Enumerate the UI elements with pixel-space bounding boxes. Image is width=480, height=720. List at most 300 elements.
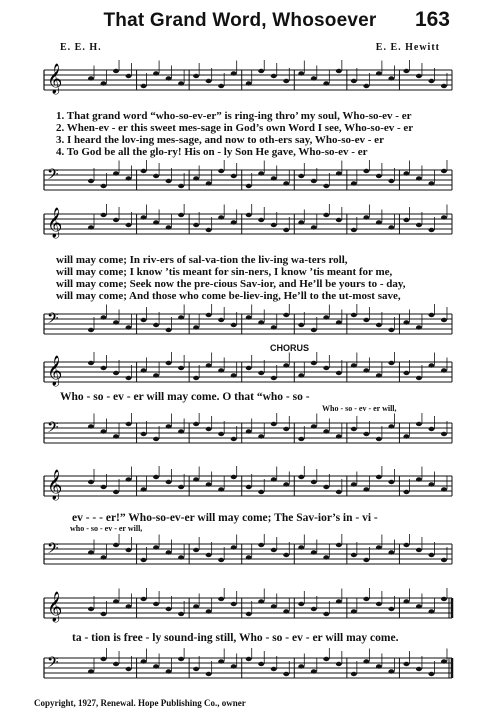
note-head: [441, 597, 447, 601]
note-head: [101, 429, 107, 433]
author-credit: E. E. Hewitt: [375, 42, 440, 53]
note-head: [298, 220, 304, 224]
note-head: [206, 79, 212, 83]
note-head: [283, 363, 289, 367]
note-head: [113, 69, 119, 73]
treble-clef-icon: 𝄞: [47, 356, 63, 386]
note-head: [141, 558, 147, 562]
verse-1-line: will may come; In riv-ers of sal-va-tion the liv-ing wa-ters roll,: [56, 254, 348, 266]
note-head: [388, 179, 394, 183]
note-head: [416, 376, 422, 380]
note-head: [323, 657, 329, 661]
note-head: [126, 604, 132, 608]
bass-echo-lyric-2: who - so - ev - er will,: [70, 524, 143, 533]
note-head: [388, 480, 394, 484]
note-head: [178, 366, 184, 370]
note-head: [428, 363, 434, 367]
note-head: [246, 555, 252, 559]
note-head: [126, 477, 132, 481]
verse-4-line: will may come; And those who come be-liev-ing, He’ll to the ut-most save,: [56, 290, 401, 302]
note-head: [428, 672, 434, 676]
note-head: [246, 213, 252, 217]
note-head: [88, 225, 94, 229]
note-head: [126, 74, 132, 78]
note-head: [258, 171, 264, 175]
note-head: [206, 482, 212, 486]
note-head: [311, 76, 317, 80]
note-head: [218, 368, 224, 372]
bass-staff-system-3: [0, 413, 480, 453]
note-head: [376, 220, 382, 224]
note-head: [271, 422, 277, 426]
note-head: [283, 427, 289, 431]
note-head: [231, 71, 237, 75]
note-head: [403, 69, 409, 73]
verse-2-line: will may come; I know ’tis meant for sin-ners, I know ’tis meant for me,: [56, 266, 393, 278]
note-head: [113, 320, 119, 324]
note-head: [336, 434, 342, 438]
note-head: [441, 84, 447, 88]
note-head: [403, 434, 409, 438]
note-head: [218, 487, 224, 491]
note-head: [388, 361, 394, 365]
bass-staff-system-2: [0, 304, 480, 344]
note-head: [113, 171, 119, 175]
note-head: [283, 482, 289, 486]
note-head: [441, 169, 447, 173]
note-head: [441, 318, 447, 322]
note-head: [336, 490, 342, 494]
bass-clef-icon: 𝄢: [47, 166, 59, 187]
note-head: [231, 373, 237, 377]
note-head: [193, 325, 199, 329]
note-head: [141, 215, 147, 219]
note-head: [178, 81, 184, 85]
note-head: [323, 429, 329, 433]
note-head: [231, 664, 237, 668]
note-head: [141, 432, 147, 436]
note-head: [351, 79, 357, 83]
chorus-lyric-line-1: Who - so - ev - er will may come. O that “who - so -: [60, 391, 310, 403]
treble-staff-system-3: [0, 352, 480, 392]
note-head: [206, 553, 212, 557]
bass-clef-icon: 𝄢: [47, 654, 59, 675]
note-head: [376, 174, 382, 178]
note-head: [231, 602, 237, 606]
note-head: [311, 424, 317, 428]
note-head: [88, 607, 94, 611]
note-head: [336, 171, 342, 175]
note-head: [193, 176, 199, 180]
note-head: [166, 361, 172, 365]
note-head: [126, 325, 132, 329]
note-head: [311, 607, 317, 611]
note-head: [101, 366, 107, 370]
note-head: [113, 218, 119, 222]
treble-staff-system-4: [0, 466, 480, 510]
note-head: [363, 558, 369, 562]
note-head: [336, 218, 342, 222]
copyright-notice: Copyright, 1927, Renewal. Hope Publishing Co., owner: [34, 698, 246, 708]
note-head: [428, 553, 434, 557]
note-head: [101, 213, 107, 217]
note-head: [403, 371, 409, 375]
note-head: [258, 434, 264, 438]
note-head: [311, 361, 317, 365]
note-head: [246, 315, 252, 319]
note-head: [416, 667, 422, 671]
note-head: [388, 550, 394, 554]
note-head: [298, 602, 304, 606]
treble-staff-system-2: [0, 204, 480, 252]
note-head: [218, 659, 224, 663]
note-head: [283, 79, 289, 83]
note-head: [231, 220, 237, 224]
note-head: [88, 179, 94, 183]
note-head: [351, 363, 357, 367]
note-head: [416, 223, 422, 227]
note-head: [113, 662, 119, 666]
note-head: [441, 558, 447, 562]
note-head: [363, 169, 369, 173]
verse-3-line: 3. I heard the lov-ing mes-sage, and now to oth-ers say, Who-so-ev - er: [56, 134, 384, 146]
note-head: [363, 597, 369, 601]
note-head: [218, 558, 224, 562]
bass-clef-icon: 𝄢: [47, 540, 59, 561]
note-head: [141, 659, 147, 663]
note-head: [88, 480, 94, 484]
note-head: [153, 71, 159, 75]
note-head: [206, 609, 212, 613]
note-head: [271, 176, 277, 180]
note-head: [388, 424, 394, 428]
verse-1-line: 1. That grand word “who-so-ev-er” is ring-ing thro’ my soul, Who-so-ev - er: [56, 110, 412, 122]
note-head: [231, 475, 237, 479]
chorus-lyric-line-3: ta - tion is free - ly sound-ing still, Who - so - ev - er will may come.: [72, 632, 399, 644]
note-head: [88, 669, 94, 673]
note-head: [206, 181, 212, 185]
note-head: [336, 69, 342, 73]
note-head: [376, 545, 382, 549]
note-head: [336, 662, 342, 666]
note-head: [351, 609, 357, 613]
note-head: [403, 543, 409, 547]
note-head: [178, 429, 184, 433]
note-head: [246, 81, 252, 85]
note-head: [336, 371, 342, 375]
note-head: [323, 184, 329, 188]
note-head: [416, 176, 422, 180]
note-head: [441, 215, 447, 219]
note-head: [206, 228, 212, 232]
note-head: [428, 79, 434, 83]
note-head: [166, 480, 172, 484]
note-head: [113, 434, 119, 438]
note-head: [336, 320, 342, 324]
note-head: [153, 174, 159, 178]
note-head: [218, 169, 224, 173]
note-head: [311, 669, 317, 673]
note-head: [178, 485, 184, 489]
treble-staff-system-1: [0, 60, 480, 108]
note-head: [441, 432, 447, 436]
note-head: [311, 480, 317, 484]
note-head: [218, 597, 224, 601]
treble-clef-icon: 𝄞: [47, 592, 63, 622]
note-head: [271, 667, 277, 671]
note-head: [258, 599, 264, 603]
note-head: [166, 669, 172, 673]
note-head: [271, 223, 277, 227]
note-head: [178, 213, 184, 217]
note-head: [193, 548, 199, 552]
note-head: [101, 657, 107, 661]
note-head: [153, 437, 159, 441]
note-head: [246, 184, 252, 188]
note-head: [218, 432, 224, 436]
note-head: [193, 74, 199, 78]
note-head: [363, 487, 369, 491]
note-head: [428, 228, 434, 232]
note-head: [126, 376, 132, 380]
note-head: [323, 315, 329, 319]
note-head: [166, 328, 172, 332]
note-head: [416, 422, 422, 426]
note-head: [388, 225, 394, 229]
note-head: [336, 543, 342, 547]
note-head: [246, 366, 252, 370]
note-head: [126, 223, 132, 227]
note-head: [416, 477, 422, 481]
note-head: [258, 320, 264, 324]
note-head: [351, 181, 357, 185]
note-head: [166, 76, 172, 80]
note-head: [376, 71, 382, 75]
note-head: [258, 69, 264, 73]
treble-clef-icon: 𝄞: [47, 208, 63, 238]
note-head: [323, 213, 329, 217]
note-head: [298, 475, 304, 479]
note-head: [231, 437, 237, 441]
note-head: [126, 667, 132, 671]
note-head: [153, 664, 159, 668]
note-head: [193, 477, 199, 481]
note-head: [311, 179, 317, 183]
verse-2-line: 2. When-ev - er this sweet mes-sage in God’s own Word I see, Who-so-ev - er: [56, 122, 414, 134]
note-head: [258, 490, 264, 494]
note-head: [351, 482, 357, 486]
note-head: [428, 313, 434, 317]
bass-staff-system-1: [0, 160, 480, 200]
note-head: [403, 662, 409, 666]
note-head: [258, 371, 264, 375]
note-head: [283, 609, 289, 613]
note-head: [141, 487, 147, 491]
note-head: [363, 368, 369, 372]
note-head: [206, 672, 212, 676]
verse-4-line: 4. To God be all the glo-ry! His on - ly Son He gave, Who-so-ev - er: [56, 146, 368, 158]
note-head: [323, 366, 329, 370]
note-head: [231, 545, 237, 549]
note-head: [336, 599, 342, 603]
verse-lyrics-system-2: [56, 254, 466, 302]
chorus-lyric-line-2: ev - - - er!” Who-so-ev-er will may come; The Sav-ior’s in - vi -: [72, 512, 378, 524]
note-head: [193, 667, 199, 671]
note-head: [441, 368, 447, 372]
note-head: [218, 84, 224, 88]
note-head: [141, 368, 147, 372]
note-head: [298, 373, 304, 377]
note-head: [206, 313, 212, 317]
note-head: [101, 485, 107, 489]
note-head: [231, 174, 237, 178]
note-head: [298, 545, 304, 549]
note-head: [376, 664, 382, 668]
note-head: [323, 612, 329, 616]
note-head: [311, 550, 317, 554]
note-head: [403, 171, 409, 175]
note-head: [101, 184, 107, 188]
note-head: [178, 657, 184, 661]
note-head: [416, 548, 422, 552]
note-head: [376, 602, 382, 606]
note-head: [376, 475, 382, 479]
note-head: [178, 612, 184, 616]
note-head: [298, 174, 304, 178]
note-head: [113, 371, 119, 375]
note-head: [218, 215, 224, 219]
note-head: [388, 328, 394, 332]
note-head: [166, 424, 172, 428]
note-head: [283, 313, 289, 317]
note-head: [298, 323, 304, 327]
note-head: [428, 482, 434, 486]
note-head: [153, 220, 159, 224]
note-head: [193, 604, 199, 608]
note-head: [166, 550, 172, 554]
note-head: [351, 672, 357, 676]
note-head: [363, 215, 369, 219]
note-head: [271, 604, 277, 608]
note-head: [298, 664, 304, 668]
note-head: [258, 662, 264, 666]
note-head: [246, 429, 252, 433]
note-head: [351, 313, 357, 317]
treble-clef-icon: 𝄞: [47, 470, 63, 500]
note-head: [246, 657, 252, 661]
note-head: [153, 475, 159, 479]
note-head: [388, 669, 394, 673]
note-head: [153, 373, 159, 377]
note-head: [311, 328, 317, 332]
note-head: [416, 604, 422, 608]
note-head: [153, 323, 159, 327]
note-head: [441, 659, 447, 663]
note-head: [101, 612, 107, 616]
note-head: [376, 437, 382, 441]
note-head: [428, 609, 434, 613]
note-head: [351, 427, 357, 431]
note-head: [283, 672, 289, 676]
note-head: [376, 323, 382, 327]
note-head: [403, 490, 409, 494]
note-head: [246, 485, 252, 489]
note-head: [441, 487, 447, 491]
note-head: [126, 176, 132, 180]
note-head: [101, 81, 107, 85]
treble-clef-icon: 𝄞: [47, 64, 63, 94]
verse-lyrics-system-1: [56, 110, 466, 158]
note-head: [363, 432, 369, 436]
note-head: [311, 225, 317, 229]
hymn-number: 163: [414, 8, 450, 31]
note-head: [206, 363, 212, 367]
hymn-title: That Grand Word, Whosoever: [103, 10, 377, 31]
note-head: [283, 553, 289, 557]
note-head: [283, 228, 289, 232]
note-head: [113, 543, 119, 547]
note-head: [271, 74, 277, 78]
note-head: [246, 612, 252, 616]
bass-echo-lyric-1: Who - so - ev - er will,: [322, 404, 397, 413]
bass-staff-system-4: [0, 534, 480, 574]
note-head: [416, 74, 422, 78]
note-head: [351, 553, 357, 557]
bass-staff-system-5: [0, 648, 480, 692]
note-head: [298, 437, 304, 441]
chorus-label: CHORUS: [270, 343, 310, 353]
note-head: [428, 427, 434, 431]
note-head: [388, 76, 394, 80]
note-head: [101, 315, 107, 319]
bass-clef-icon: 𝄢: [47, 419, 59, 440]
note-head: [126, 422, 132, 426]
note-head: [193, 422, 199, 426]
note-head: [428, 181, 434, 185]
note-head: [363, 84, 369, 88]
note-head: [166, 225, 172, 229]
note-head: [258, 543, 264, 547]
bass-clef-icon: 𝄢: [47, 310, 59, 331]
note-head: [403, 320, 409, 324]
note-head: [271, 477, 277, 481]
note-head: [323, 81, 329, 85]
note-head: [298, 71, 304, 75]
note-head: [231, 323, 237, 327]
note-head: [88, 424, 94, 428]
verse-3-line: will may come; Seek now the pre-cious Sav-ior, and He’ll be yours to - day,: [56, 278, 406, 290]
note-head: [88, 328, 94, 332]
note-head: [88, 361, 94, 365]
note-head: [323, 485, 329, 489]
note-head: [88, 76, 94, 80]
note-head: [141, 169, 147, 173]
note-head: [258, 218, 264, 222]
composer-credit: E. E. H.: [60, 42, 102, 53]
note-head: [283, 181, 289, 185]
note-head: [113, 490, 119, 494]
note-head: [178, 555, 184, 559]
note-head: [271, 548, 277, 552]
note-head: [141, 597, 147, 601]
note-head: [206, 427, 212, 431]
note-head: [416, 325, 422, 329]
note-head: [323, 555, 329, 559]
note-head: [271, 376, 277, 380]
note-head: [193, 376, 199, 380]
note-head: [376, 373, 382, 377]
note-head: [166, 607, 172, 611]
